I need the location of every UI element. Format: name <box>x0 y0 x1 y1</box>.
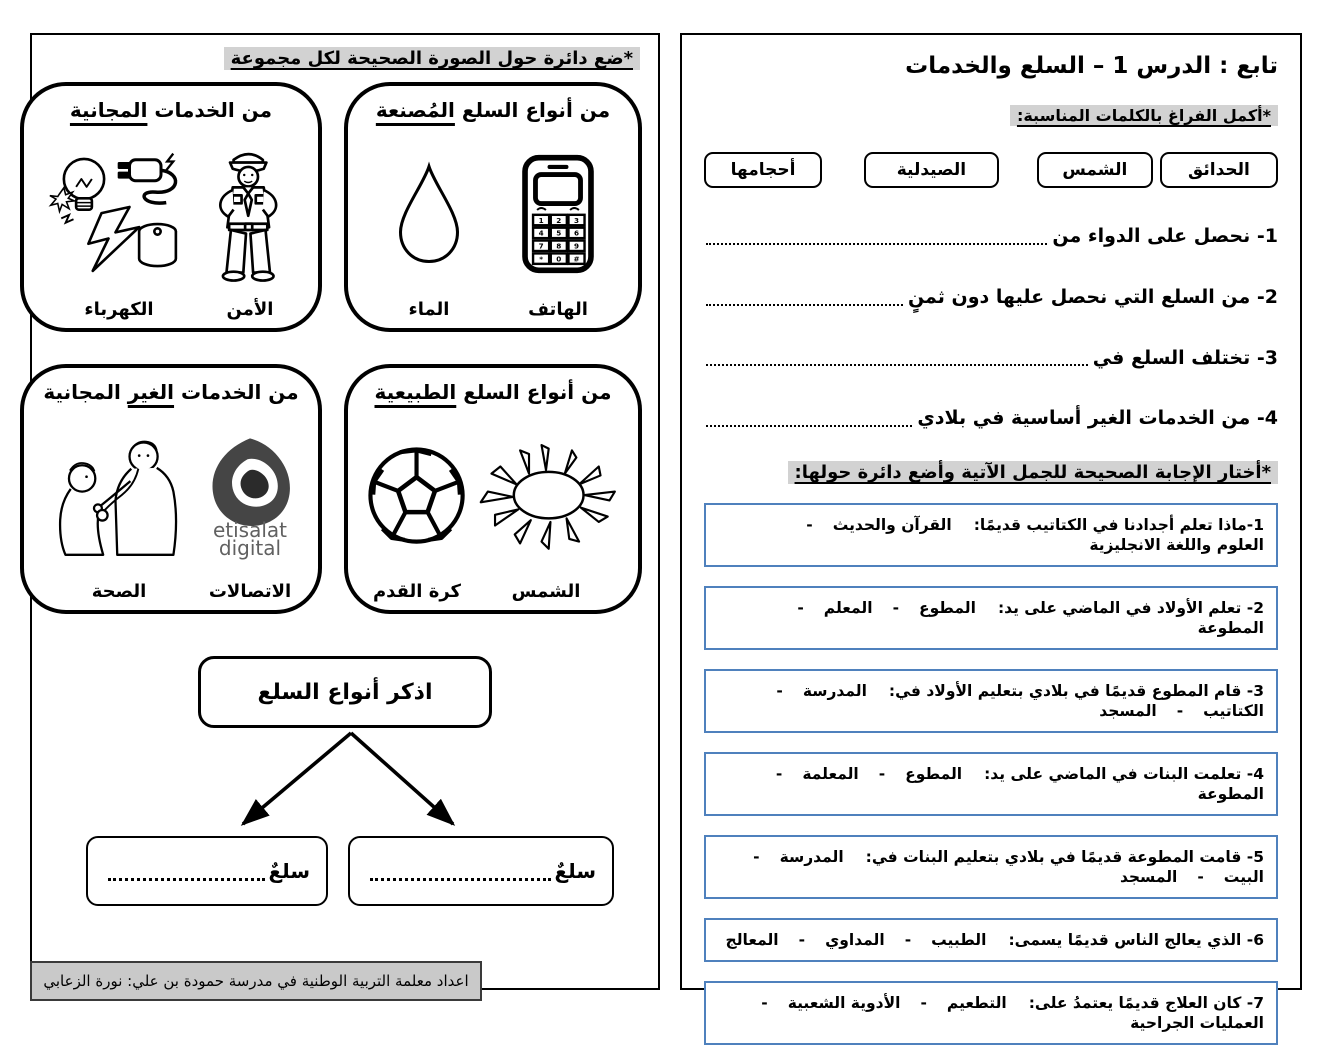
mcq-option: المدرسة <box>779 848 844 866</box>
option-separator: - <box>892 599 899 617</box>
mcq-option: التطعيم <box>946 994 1007 1012</box>
group-manufactured-goods <box>344 82 642 332</box>
fill-question-text: 4- من الخدمات الغير أساسية في بلادي <box>917 407 1278 430</box>
answer-word: سلعٌ <box>554 859 596 883</box>
option-separator: - <box>904 931 912 949</box>
svg-text:6: 6 <box>573 228 580 238</box>
svg-text:3: 3 <box>573 215 580 225</box>
svg-text:4: 4 <box>538 228 544 238</box>
mcq-question-3 <box>704 669 1278 733</box>
word-bank-item: الشمس <box>1037 152 1153 188</box>
mcq-option: المعلم <box>823 599 873 617</box>
group-paid-services <box>20 364 322 614</box>
svg-text:*: * <box>539 253 543 263</box>
group-free-services <box>20 82 322 332</box>
mcq-option: الكتاتيب <box>1203 702 1264 720</box>
diagram-arrows <box>65 728 625 836</box>
answer-word: سلعٌ <box>268 859 310 883</box>
football-icon <box>364 412 470 579</box>
item-label: الصحة <box>91 581 147 602</box>
option-separator: - <box>753 848 760 866</box>
svg-text:5: 5 <box>556 228 562 238</box>
mcq-stem: 1-ماذا تعلم أجدادنا في الكتاتيب قديمًا: <box>973 516 1264 534</box>
fill-question <box>704 286 1278 310</box>
group-item-telecom <box>198 412 302 602</box>
mcq-option: المطوع <box>905 765 963 783</box>
fill-question-text: 2- من السلع التي نحصل عليها دون ثمنٍ <box>907 285 1278 308</box>
svg-text:#: # <box>573 253 580 263</box>
option-separator: - <box>878 765 886 783</box>
picture-groups-grid <box>43 82 642 614</box>
item-label: الشمس <box>511 581 581 602</box>
diagram-prompt: اذكر أنواع السلع <box>198 656 492 728</box>
mcq-stem: 3- قام المطوع قديمًا في بلادي بتعليم الأولاد في: <box>888 682 1264 700</box>
mcq-option: المعلمة <box>802 765 859 783</box>
mcq-question-7 <box>704 981 1278 1045</box>
right-worksheet-panel <box>680 33 1302 1032</box>
svg-text:etisalat: etisalat <box>212 517 288 542</box>
svg-text:2: 2 <box>556 215 562 225</box>
answer-blank <box>706 362 1088 366</box>
fill-section-header: *أكمل الفراغ بالكلمات المناسبة: <box>1010 105 1278 126</box>
mcq-option: المداوي <box>825 931 885 949</box>
option-separator: - <box>797 599 804 617</box>
fill-question-text: 3- تختلف السلع في <box>1092 346 1278 369</box>
answer-blank <box>370 876 551 881</box>
left-worksheet-panel <box>30 33 660 990</box>
option-separator: - <box>806 516 813 534</box>
mcq-stem: 5- قامت المطوعة قديمًا في بلادي بتعليم البنات في: <box>865 848 1264 866</box>
lesson-title: تابع : الدرس 1 – السلع والخدمات <box>905 53 1278 79</box>
answer-blank <box>706 423 912 427</box>
mobile-phone-icon <box>521 130 595 297</box>
mcq-option: المطوع <box>919 599 976 617</box>
choice-section-header: *أختار الإجابة الصحيحة للجمل الآتية وأضع دائرة حولها: <box>788 461 1278 484</box>
option-separator: - <box>798 931 806 949</box>
etisalat-logo <box>198 412 302 579</box>
doctor-patient-icon <box>40 412 198 579</box>
svg-text:8: 8 <box>556 241 562 251</box>
mcq-stem: 7- كان العلاج قديمًا يعتمدُ على: <box>1028 994 1264 1012</box>
word-bank <box>704 152 1278 188</box>
group-item-phone <box>521 130 595 320</box>
item-label: الكهرباء <box>84 299 154 320</box>
item-label: الماء <box>408 299 450 320</box>
electricity-icon <box>49 130 189 297</box>
group-item-health <box>40 412 198 602</box>
mcq-question-1 <box>704 503 1278 567</box>
circle-picture-header: *ضع دائرة حول الصورة الصحيحة لكل مجموعة <box>224 47 640 70</box>
mcq-option: المسجد <box>1099 702 1157 720</box>
svg-text:7: 7 <box>538 241 544 251</box>
water-drop-icon <box>391 130 467 297</box>
group-title: من أنواع السلع المُصنعة <box>375 98 611 122</box>
svg-text:9: 9 <box>573 241 580 251</box>
sun-icon <box>470 412 622 579</box>
group-natural-goods <box>344 364 642 614</box>
word-bank-item: الحدائق <box>1160 152 1278 188</box>
word-bank-item: أحجامها <box>704 152 822 188</box>
svg-text:1: 1 <box>538 215 544 225</box>
option-separator: - <box>1176 702 1184 720</box>
group-item-football <box>364 412 470 602</box>
item-label: الأمن <box>226 299 274 320</box>
fill-question <box>704 225 1278 249</box>
mcq-option: الأدوية الشعبية <box>787 994 901 1012</box>
mcq-option: المدرسة <box>802 682 867 700</box>
option-separator: - <box>1197 868 1204 886</box>
fill-question <box>704 407 1278 431</box>
answer-blank <box>108 876 265 881</box>
option-separator: - <box>776 682 783 700</box>
group-item-water <box>391 130 467 320</box>
mcq-stem: 6- الذي يعالج الناس قديمًا يسمى: <box>1008 931 1264 949</box>
group-item-security <box>207 130 293 320</box>
item-label: الهاتف <box>528 299 588 320</box>
fill-question <box>704 347 1278 371</box>
word-bank-item: الصيدلية <box>864 152 999 188</box>
answer-blank <box>706 302 903 306</box>
group-item-sun <box>470 412 622 602</box>
svg-text:0: 0 <box>556 253 562 263</box>
group-title: من الخدمات الغير المجانية <box>43 380 299 404</box>
mcq-option: العمليات الجراحية <box>1130 1014 1264 1032</box>
mcq-option: المطوعة <box>1197 785 1264 803</box>
goods-types-diagram <box>48 656 642 906</box>
item-label: كرة القدم <box>372 581 462 602</box>
teacher-credit-footer: اعداد معلمة التربية الوطنية في مدرسة حمودة بن علي: نورة الزعابي <box>30 961 482 1001</box>
mcq-option: المطوعة <box>1197 619 1264 637</box>
mcq-option: المعالج <box>725 931 779 949</box>
svg-text:digital: digital <box>218 535 282 560</box>
mcq-stem: 4- تعلمت البنات في الماضي على يد: <box>984 765 1264 783</box>
group-title: من الخدمات المجانية <box>69 98 273 122</box>
goods-type-answer-box <box>86 836 328 906</box>
option-separator: - <box>920 994 927 1012</box>
mcq-option: القرآن والحديث <box>832 516 952 534</box>
mcq-stem: 2- تعلم الأولاد في الماضي على يد: <box>997 599 1264 617</box>
option-separator: - <box>775 765 783 783</box>
police-officer-icon <box>207 130 293 297</box>
item-label: الاتصالات <box>208 581 292 602</box>
group-title: من أنواع السلع الطبيعية <box>374 380 612 404</box>
answer-blank <box>706 241 1047 245</box>
mcq-option: الطبيب <box>931 931 987 949</box>
fill-question-text: 1- نحصل على الدواء من <box>1052 225 1278 247</box>
goods-type-answer-box <box>348 836 614 906</box>
mcq-option: البيت <box>1223 868 1264 886</box>
mcq-option: المسجد <box>1119 868 1178 886</box>
mcq-question-4 <box>704 752 1278 816</box>
group-item-electricity <box>49 130 189 320</box>
mcq-question-2 <box>704 586 1278 650</box>
mcq-question-6 <box>704 918 1278 962</box>
mcq-option: العلوم واللغة الانجليزية <box>1089 536 1264 554</box>
mcq-question-5 <box>704 835 1278 899</box>
option-separator: - <box>761 994 768 1012</box>
